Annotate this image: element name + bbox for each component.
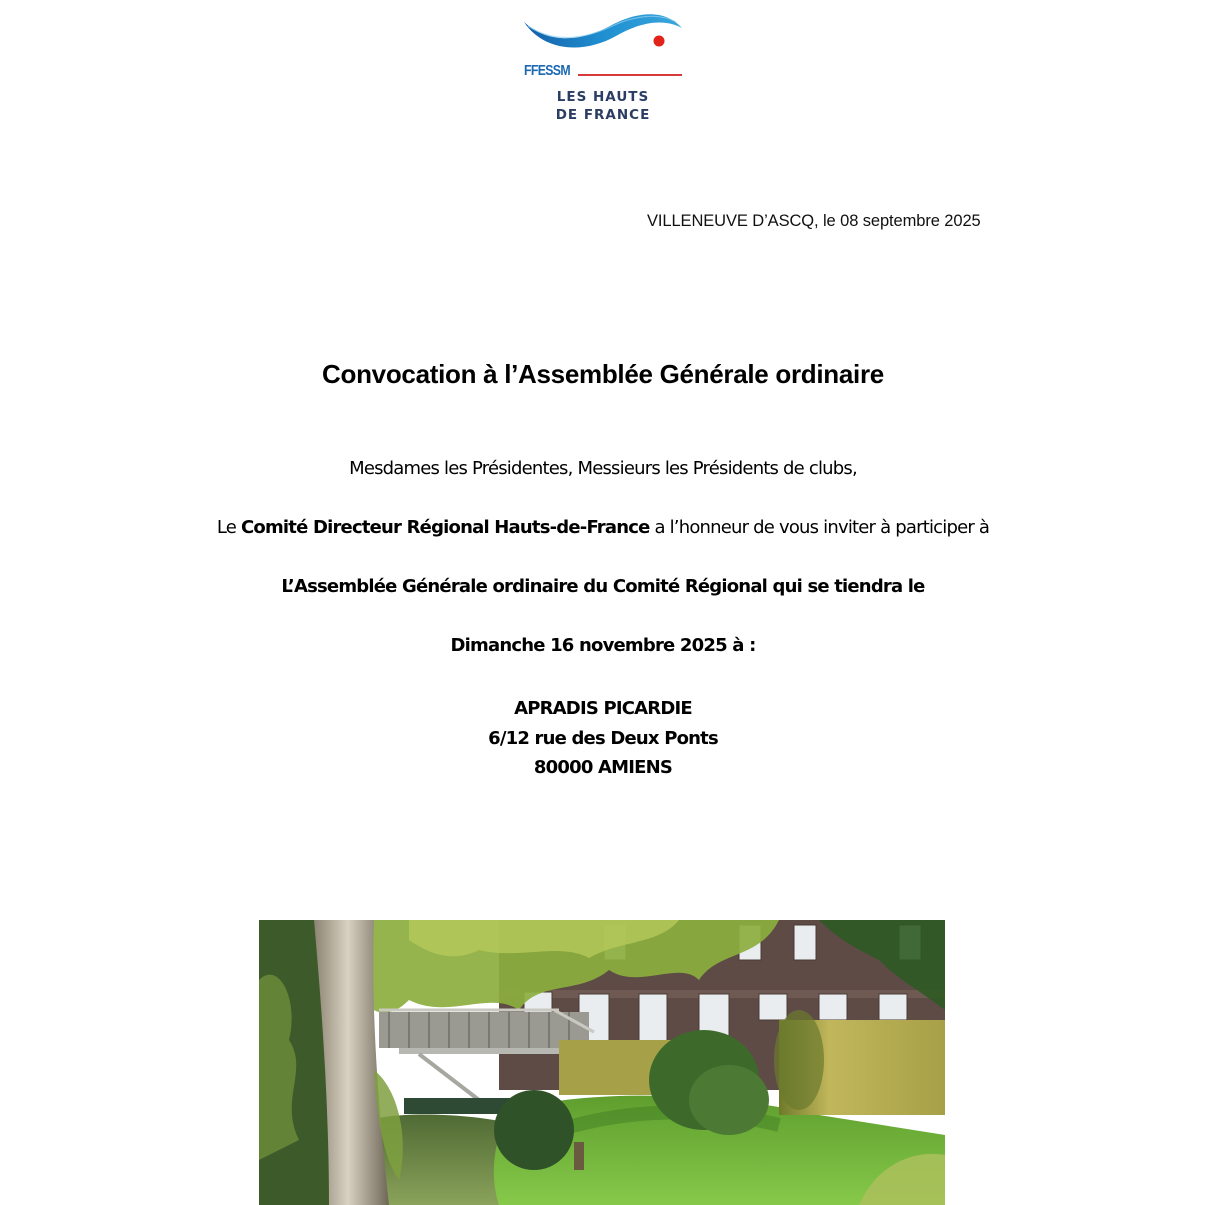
- place-date: VILLENEUVE D’ASCQ, le 08 septembre 2025: [647, 212, 981, 230]
- invitation-line: [0, 517, 1206, 538]
- organisation-name: Comité Directeur Régional Hauts-de-France: [240, 517, 650, 538]
- logo-region-line-1: LES HAUTS: [556, 89, 650, 105]
- venue-photo: [259, 920, 945, 1205]
- invitation-prefix: Le: [216, 517, 241, 538]
- venue-street: 6/12 rue des Deux Ponts: [488, 727, 718, 749]
- logo-region-text: [518, 88, 688, 124]
- shrub: [494, 1090, 574, 1170]
- garden-scene-image: [259, 920, 945, 1205]
- venue-city: 80000 AMIENS: [533, 757, 673, 778]
- salutation: Mesdames les Présidentes, Messieurs les Présidents de clubs,: [349, 458, 857, 479]
- event-line: L’Assemblée Générale ordinaire du Comité Régional qui se tiendra le: [281, 576, 925, 597]
- logo-brand-text: FFESSM: [524, 62, 570, 79]
- invitation-suffix: a l’honneur de vous inviter à participer à: [649, 517, 990, 538]
- garden-post: [574, 1142, 584, 1170]
- logo-region-line-2: DE FRANCE: [555, 107, 651, 123]
- venue-name: APRADIS PICARDIE: [514, 698, 692, 719]
- venue-address: [0, 694, 1206, 783]
- ffessm-logo: [518, 6, 688, 124]
- document-title: Convocation à l’Assemblée Générale ordinaire: [322, 359, 884, 389]
- event-date: Dimanche 16 novembre 2025 à :: [450, 635, 756, 656]
- red-dot: [654, 36, 665, 47]
